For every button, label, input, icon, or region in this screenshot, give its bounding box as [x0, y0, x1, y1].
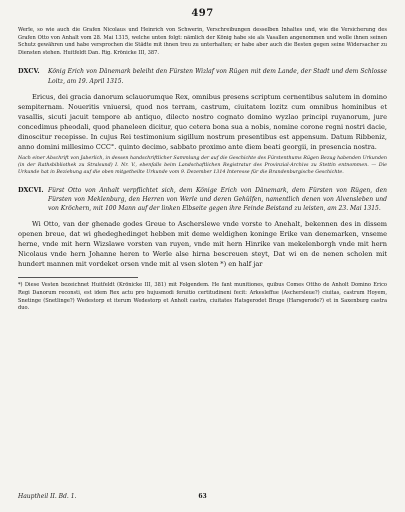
document-title-2: Fürst Otto von Anhalt verpflichtet sich, dem Könige Erich von Dänemark, dem Fürsten von Rügen, den Fürsten von Meklenburg, den Herren von Werle und deren Gehülfen, namentlich denen von Alvensleben und von Kröchern, mit 100 Mann auf der linken Elbseite gegen ihre Feinde Beistand zu leisten, am 23. Mai 1315. — [48, 186, 387, 213]
page-number: 497 — [191, 8, 214, 19]
document-body-2: Wi Otto, van der ghenade godes Greue to Ascherslewe vnde vorste to Anehalt, bekennen des in dissem openen breue, dat wi ghedeghedinget hebben mit deme weldighen koninge Erike van denemarken, vnseme herne, vnde mit hern Wizslawe vorsten van ruyen, vnde mit hern Hinrike van mekelenborgh vnde mit hern Nicolaus vnde hern Johanne heren to Werle alse hirna bescreuen steyt, Dat wi en de nenen scholen mit hundert mannen mit vordeket orsen vnde mit al vsen sloten *) en half jar — [18, 220, 387, 269]
document-number-1: DXCV. — [18, 67, 40, 76]
document-number-2: DXCVI. — [18, 185, 44, 194]
page-footer — [18, 493, 387, 500]
document-heading-2 — [18, 186, 387, 214]
document-body-1: Ericus, dei gracia danorum sclauorumque Rex, omnibus presens scriptum cernentibus salutem in domino sempiternam. Noueritis vniuersi, quod nos terram, castrum, ciuitatem lozitz cum omnibus hominibus et vasallis, sicuti jacuit tempore ab antiquo, dilecto nostro cognato domino wyzlao principi ruyanorum, jure concedimus pheodali, quod phaneleen dicitur, quo cetera bona sua a nobis, nomine corone regni nostri dacie, dinoscitur recepisse. In cujus Rei testimonium sigillum nostrum presentibus est appensum. Datum Ribbeniz, anno domini millesimo CCC°. quinto decimo, sabbato proximo ante diem beati georgii, in presencia nostra. — [18, 92, 387, 151]
document-heading-1 — [18, 67, 387, 85]
intro-note: Werle, so wie auch die Grafen Nicolaus und Heinrich von Schwerin, Verschreibungen desselben Inhaltes und, wie die Versicherung des Grafen Otto von Anhalt vom 28. Mai 1315, welche unten folgt: nämlich der König habe sie als Vasallen angenommen und wolle ihnen seinen Schutz gewähren und habe versprochen die Städte mit ihnen treu zu unterhalten; er habe aber auch die Besten gegen seine Widersacher zu Diensten stehen. Huitfeldt Dan. Rig. Krönicke III, 387. — [18, 27, 387, 56]
footnote-divider — [18, 277, 138, 278]
document-title-1: König Erich von Dänemark beleiht den Fürsten Wizlaf von Rügen mit dem Lande, der Stadt und dem Schlosse Loitz, am 19. April 1315. — [48, 68, 387, 85]
document-source-note-1: Nach einer Abschrift von Jaberlich, in dessen handschriftlicher Sammlung der auf die Geschichte des Fürstenthums Rügen Bezug habenden Urkunden (in der Rathsbibliothek zu Stralsund) I. Nr. V., ebenfalls beim Landschaftlichen Registratur des Provinzial-Archivs zu Stettin entnommen. — Die Urkunde hat in Beziehung auf die oben mitgetheilte Urkunde vom 9. Dezember 1314 Interesse für die Brandenburgische Geschichte. — [18, 155, 387, 175]
footer-signature: Hauptheil II. Bd. 1. — [18, 493, 77, 500]
footer-sheet-number: 63 — [198, 493, 207, 500]
footnote: *) Diese Vesten bezeichnet Huitfeldt (Krönicke III, 381) mit Folgendem. He fant munitiones, quibus Comes Ottho de Anholt Domino Erico Regi Danorum reconsti, est idem Rex actu pro hujusmodi feruitio certitudineni fecit: Arkesleffue (Aschersleue?) ciuitas, castrum Hoyem, Snetinge (Snetlinge?) Wedestorp et iterum Wedestorp et Anholt castra, ciuitates Hatsgerodet Bruge (Harsgerode?) et in Saxenburg castra duo. — [18, 282, 387, 312]
